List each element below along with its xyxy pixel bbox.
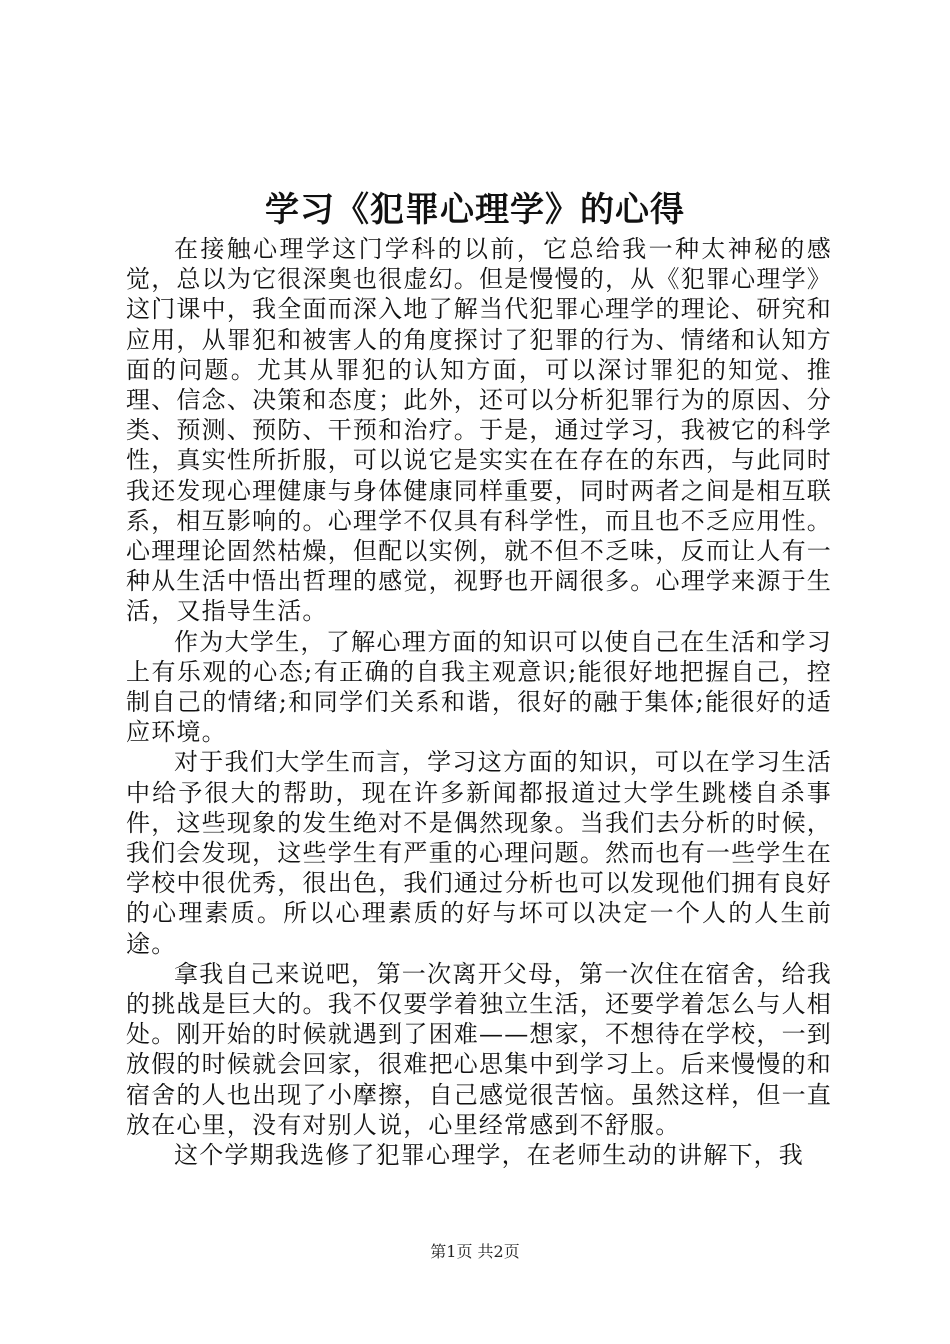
document-title: 学习《犯罪心理学》的心得: [265, 190, 685, 230]
paragraph: 这个学期我选修了犯罪心理学，在老师生动的讲解下，我: [174, 1141, 804, 1170]
page-number-footer: 第1页 共2页: [430, 1242, 520, 1261]
paragraph: 作为大学生，了解心理方面的知识可以使自己在生活和学习上有乐观的心态;有正确的自我主观意识;能很好地把握自己，控制自己的情绪;和同学们关系和谐，很好的融于集体;能很好的适应环境。: [126, 627, 832, 747]
document-body: [126, 234, 832, 1170]
paragraph: 对于我们大学生而言，学习这方面的知识，可以在学习生活中给予很大的帮助，现在许多新闻都报道过大学生跳楼自杀事件，这些现象的发生绝对不是偶然现象。当我们去分析的时候，我们会发现，这些学生有严重的心理问题。然而也有一些学生在学校中很优秀，很出色，我们通过分析也可以发现他们拥有良好的心理素质。所以心理素质的好与坏可以决定一个人的人生前途。: [126, 748, 832, 958]
paragraph: 在接触心理学这门学科的以前，它总给我一种太神秘的感觉，总以为它很深奥也很虚幻。但是慢慢的，从《犯罪心理学》这门课中，我全面而深入地了解当代犯罪心理学的理论、研究和应用，从罪犯和被害人的角度探讨了犯罪的行为、情绪和认知方面的问题。尤其从罪犯的认知方面，可以深讨罪犯的知觉、推理、信念、决策和态度；此外，还可以分析犯罪行为的原因、分类、预测、预防、干预和治疗。于是，通过学习，我被它的科学性，真实性所折服，可以说它是实实在在存在的东西，与此同时我还发现心理健康与身体健康同样重要，同时两者之间是相互联系，相互影响的。心理学不仅具有科学性，而且也不乏应用性。心理理论固然枯燥，但配以实例，就不但不乏味，反而让人有一种从生活中悟出哲理的感觉，视野也开阔很多。心理学来源于生活，又指导生活。: [126, 235, 832, 626]
paragraph: 拿我自己来说吧，第一次离开父母，第一次住在宿舍，给我的挑战是巨大的。我不仅要学着独立生活，还要学着怎么与人相处。刚开始的时候就遇到了困难——想家，不想待在学校，一到放假的时候就会回家，很难把心思集中到学习上。后来慢慢的和宿舍的人也出现了小摩擦，自己感觉很苦恼。虽然这样，但一直放在心里，没有对别人说，心里经常感到不舒服。: [126, 959, 832, 1139]
